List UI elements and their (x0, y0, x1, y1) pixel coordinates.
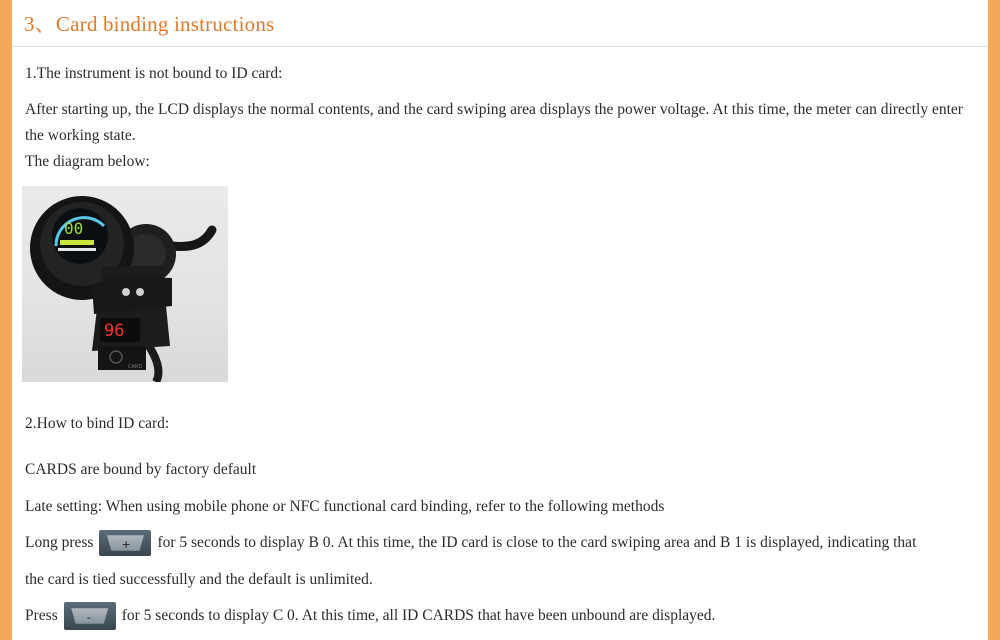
default-binding-note: CARDS are bound by factory default (25, 461, 257, 478)
section2-title: 2.How to bind ID card: (25, 415, 170, 432)
section-heading: 3、Card binding instructions (24, 12, 275, 36)
card-area-label: CARD (128, 364, 143, 370)
meter-illustration (22, 186, 228, 382)
press-line (25, 601, 715, 631)
minus-button-icon: - (64, 602, 116, 630)
press-prefix: Press (25, 607, 58, 624)
plus-button-icon: + (99, 530, 151, 556)
section1-paragraph: After starting up, the LCD displays the normal contents, and the card swiping area displays the power voltage. At this time, the meter can directly enter the working state. (25, 101, 963, 144)
section1-title: 1.The instrument is not bound to ID card: (25, 65, 283, 82)
heading-divider (12, 46, 988, 47)
long-press-prefix: Long press (25, 534, 94, 551)
long-press-suffix: for 5 seconds to display B 0. At this time, the ID card is close to the card swiping area and B 1 is displayed, indicating that (157, 534, 917, 551)
meter-photo (22, 186, 228, 382)
document-page (12, 0, 988, 640)
voltage-led-text: 96 (104, 321, 125, 341)
diagram-note: The diagram below: (25, 153, 150, 170)
long-press-continuation: the card is tied successfully and the default is unlimited. (25, 571, 373, 588)
press-suffix: for 5 seconds to display C 0. At this time, all ID CARDS that have been unbound are displayed. (121, 607, 716, 624)
lcd-speed-text: 00 (64, 219, 84, 238)
long-press-line (25, 528, 916, 558)
late-setting-text: Late setting: When using mobile phone or NFC functional card binding, refer to the following methods (25, 498, 665, 515)
